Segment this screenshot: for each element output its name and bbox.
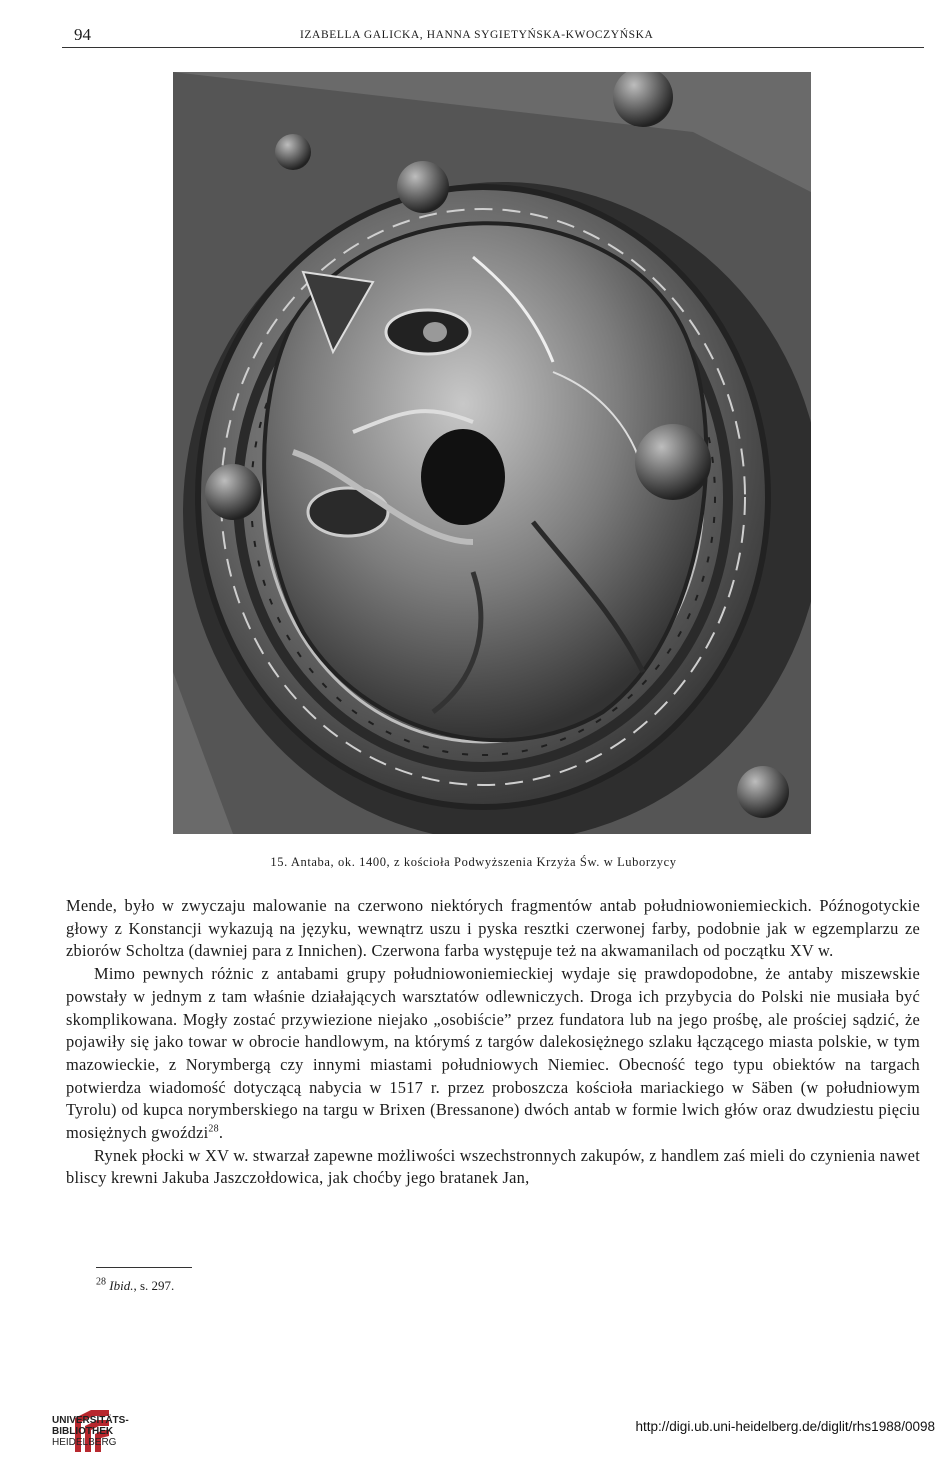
lion-knocker-illustration [173, 72, 811, 834]
paragraph-3: Rynek płocki w XV w. stwarzał zapewne możliwości wszechstronnych zakupów, z handlem zaś mieli do czynienia nawet bliscy krewni Jakuba Jaszczołdowica, jak choćby jego bratanek Jan, [66, 1145, 920, 1188]
footnote-rule [96, 1267, 192, 1268]
footnote-page-ref: , s. 297. [133, 1278, 175, 1293]
library-line-3: HEIDELBERG [52, 1437, 117, 1448]
footnote-number: 28 [96, 1276, 106, 1288]
footnote-ref-28[interactable]: 28 [208, 1123, 219, 1135]
figure-photo-lion-door-knocker [173, 72, 811, 834]
running-title: IZABELLA GALICKA, HANNA SYGIETYŃSKA-KWOCZYŃSKA [300, 29, 654, 41]
header-rule [62, 47, 924, 48]
source-url-link[interactable]: http://digi.ub.uni-heidelberg.de/diglit/rhs1988/0098 [635, 1419, 935, 1434]
footnote-28 [96, 1278, 174, 1294]
paragraph-1: Mende, było w zwyczaju malowanie na czerwono niektórych fragmentów antab południowoniemieckich. Późnogotyckie głowy z Konstancji wykazują na języku, wewnątrz uszu i pyska resztki czerwonej farby, podobnie jak w egzemplarzu ze zbiorów Scholtza (dawniej para z Innichen). Czerwona farba występuje też na akwamanilach od początku XV w. [66, 896, 920, 961]
page-number: 94 [74, 25, 91, 44]
library-line-2: BIBLIOTHEK [52, 1426, 114, 1437]
paragraph-2-text: Mimo pewnych różnic z antabami grupy południowoniemieckiej wydaje się prawdopodobne, że antaby miszewskie powstały w jednym z tam właśnie działających warsztatów odlewniczych. Droga ich przybycia do Polski nie musiała być skomplikowana. Mogły zostać przywiezione niejako „osobiście” przez fundatora lub na jego prośbę, ale prościej sądzić, że pojawiły się jako towar w obrocie handlowym, na którymś z targów dalekosiężnego szlaku łączącego miasta polskie, w tym mazowieckie, z Norymbergą czy innymi miastami południowych Niemiec. Obecność tego typu obiektów na targach potwierdza wiadomość dotyczącą nabycia w 1517 r. przez proboszcza kościoła mariackiego w Säben (w południowym Tyrolu) od kupca norymberskiego na targu w Brixen (Bressanone) dwóch antab w formie lwich głów oraz dwudziestu pięciu mosiężnych gwoździ [66, 964, 920, 1143]
footnote-source: Ibid. [109, 1278, 134, 1293]
paragraph-2 [66, 963, 920, 1145]
library-line-1: UNIVERSITÄTS- [52, 1415, 129, 1426]
main-text [66, 895, 920, 1190]
paragraph-2-end: . [218, 1123, 224, 1143]
figure-caption: 15. Antaba, ok. 1400, z kościoła Podwyższenia Krzyża Św. w Luborzycy [270, 855, 677, 869]
library-name [52, 1415, 129, 1448]
